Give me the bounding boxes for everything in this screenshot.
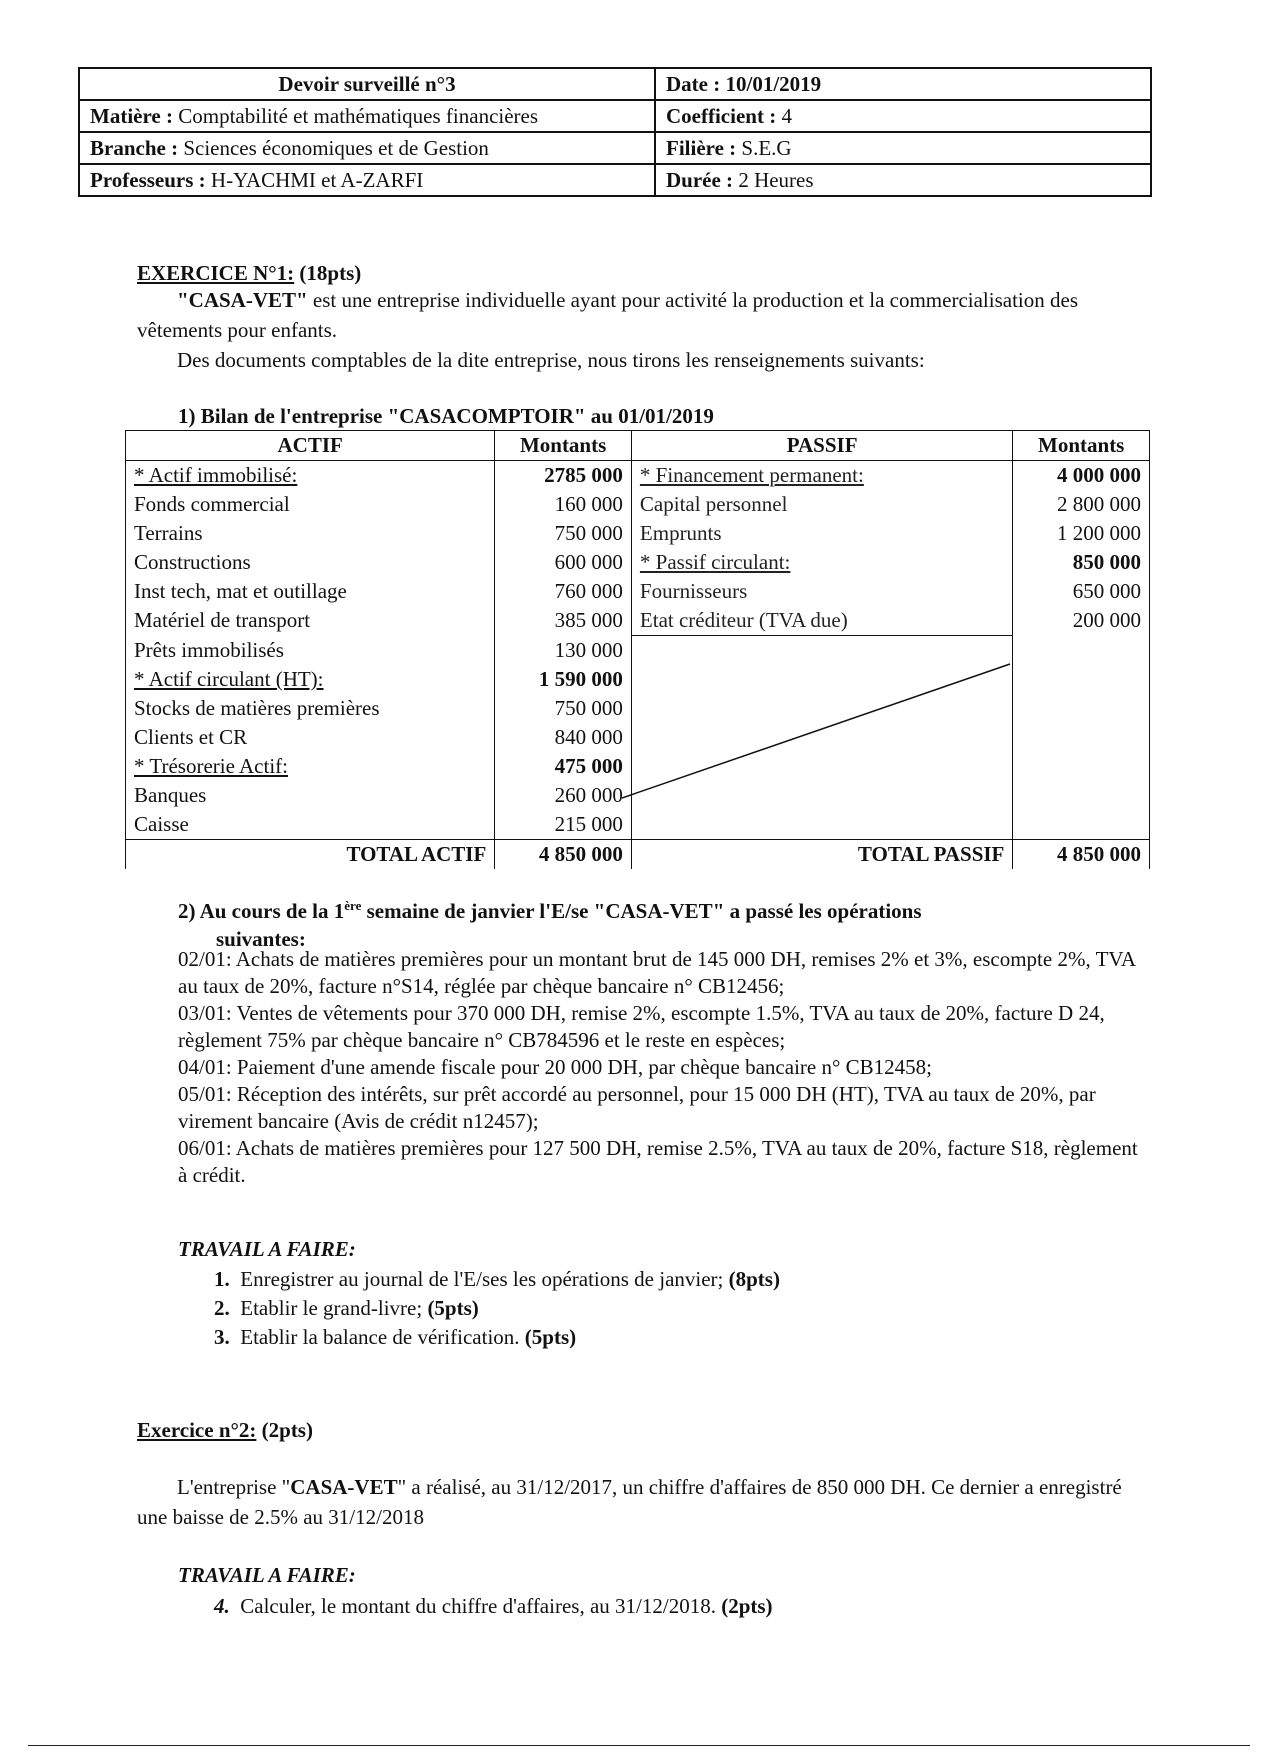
passif-value: 650 000	[1013, 577, 1150, 606]
operations-list	[178, 946, 1138, 1189]
actif-value: 215 000	[495, 810, 632, 840]
passif-label	[631, 810, 1012, 840]
actif-value: 750 000	[495, 519, 632, 548]
actif-label: Prêts immobilisés	[126, 636, 495, 666]
actif-label: * Actif immobilisé:	[126, 461, 495, 491]
footer-rule	[28, 1745, 1250, 1746]
passif-value	[1013, 781, 1150, 810]
passif-value	[1013, 723, 1150, 752]
travail-1-tasks	[214, 1265, 780, 1352]
task-points: (8pts)	[728, 1267, 780, 1291]
total-actif-label: TOTAL ACTIF	[126, 840, 495, 870]
actif-label: Caisse	[126, 810, 495, 840]
bilan-header-row	[126, 431, 1150, 461]
operation-item: 04/01: Paiement d'une amende fiscale pour 20 000 DH, par chèque bancaire n° CB12458;	[178, 1055, 932, 1079]
task-number: 1.	[214, 1267, 230, 1291]
actif-value: 760 000	[495, 577, 632, 606]
task-text: Etablir le grand-livre;	[240, 1296, 428, 1320]
actif-value: 2785 000	[495, 461, 632, 491]
task-number: 2.	[214, 1296, 230, 1320]
total-passif-label: TOTAL PASSIF	[631, 840, 1012, 870]
passif-value: 2 800 000	[1013, 490, 1150, 519]
track: Filière : S.E.G	[655, 132, 1151, 164]
actif-label: * Actif circulant (HT):	[126, 665, 495, 694]
actif-label: Stocks de matières premières	[126, 694, 495, 723]
actif-value: 750 000	[495, 694, 632, 723]
task-item	[214, 1323, 780, 1352]
actif-value: 840 000	[495, 723, 632, 752]
exercise-2-text: L'entreprise "CASA-VET" a réalisé, au 31/12/2017, un chiffre d'affaires de 850 000 DH. Ce dernier a enregistré une baisse de 2.5% au 31/12/2018	[137, 1475, 1122, 1529]
bilan-title: 1) Bilan de l'entreprise "CASACOMPTOIR" au 01/01/2019	[178, 404, 714, 428]
passif-value	[1013, 752, 1150, 781]
actif-value: 260 000	[495, 781, 632, 810]
passif-value	[1013, 694, 1150, 723]
operations-title: 2) Au cours de la 1ère semaine de janvier l'E/se "CASA-VET" a passé les opérations suivantes:	[178, 898, 922, 951]
actif-value: 160 000	[495, 490, 632, 519]
passif-value	[1013, 810, 1150, 840]
operation-item: 02/01: Achats de matières premières pour un montant brut de 145 000 DH, remises 2% et 3%, escompte 2%, TVA au taux de 20%, facture n°S14, réglée par chèque bancaire n° CB12456;	[178, 947, 1135, 998]
passif-value	[1013, 636, 1150, 666]
empty-passif-diagonal	[622, 662, 1012, 802]
passif-label: * Financement permanent:	[631, 461, 1012, 491]
bilan-row	[126, 490, 1150, 519]
bilan-total-row	[126, 840, 1150, 870]
passif-value: 200 000	[1013, 606, 1150, 636]
actif-label: Constructions	[126, 548, 495, 577]
branch: Branche : Sciences économiques et de Gestion	[79, 132, 655, 164]
operation-item: 03/01: Ventes de vêtements pour 370 000 DH, remise 2%, escompte 1.5%, TVA au taux de 20%, facture D 24, règlement 75% par chèque bancaire n° CB784596 et le reste en espèces;	[178, 1001, 1105, 1052]
exam-date: Date : 10/01/2019	[655, 68, 1151, 100]
passif-label	[631, 636, 1012, 666]
total-passif-value: 4 850 000	[1013, 840, 1150, 870]
actif-label: Fonds commercial	[126, 490, 495, 519]
passif-label: Fournisseurs	[631, 577, 1012, 606]
task-text: Enregistrer au journal de l'E/ses les opérations de janvier;	[240, 1267, 729, 1291]
passif-value: 850 000	[1013, 548, 1150, 577]
total-actif-value: 4 850 000	[495, 840, 632, 870]
task-item	[214, 1294, 780, 1323]
actif-value: 130 000	[495, 636, 632, 666]
passif-label: Capital personnel	[631, 490, 1012, 519]
actif-value: 1 590 000	[495, 665, 632, 694]
passif-label: * Passif circulant:	[631, 548, 1012, 577]
exercise-2-heading: Exercice n°2: (2pts)	[137, 1418, 313, 1442]
col-montants-passif: Montants	[1013, 431, 1150, 461]
actif-value: 600 000	[495, 548, 632, 577]
header-table	[78, 67, 1152, 197]
balance-sheet-table	[125, 430, 1150, 869]
actif-label: Terrains	[126, 519, 495, 548]
task-item	[214, 1265, 780, 1294]
exercise-1-heading: EXERCICE N°1: (18pts)	[137, 261, 362, 285]
passif-label: Etat créditeur (TVA due)	[631, 606, 1012, 636]
passif-label: Emprunts	[631, 519, 1012, 548]
task-text: Etablir la balance de vérification.	[240, 1325, 525, 1349]
teachers: Professeurs : H-YACHMI et A-ZARFI	[79, 164, 655, 196]
operation-item: 06/01: Achats de matières premières pour 127 500 DH, remise 2.5%, TVA au taux de 20%, facture S18, règlement à crédit.	[178, 1136, 1138, 1187]
col-passif: PASSIF	[631, 431, 1012, 461]
exercise-1-intro-2: Des documents comptables de la dite entreprise, nous tirons les renseignements suivants:	[177, 348, 925, 372]
actif-label: * Trésorerie Actif:	[126, 752, 495, 781]
exam-title: Devoir surveillé n°3	[79, 68, 655, 100]
actif-value: 475 000	[495, 752, 632, 781]
passif-value	[1013, 665, 1150, 694]
actif-label: Banques	[126, 781, 495, 810]
task-points: (5pts)	[427, 1296, 479, 1320]
actif-value: 385 000	[495, 606, 632, 636]
actif-label: Clients et CR	[126, 723, 495, 752]
bilan-row	[126, 519, 1150, 548]
bilan-row	[126, 636, 1150, 666]
passif-value: 1 200 000	[1013, 519, 1150, 548]
col-actif: ACTIF	[126, 431, 495, 461]
bilan-row	[126, 548, 1150, 577]
bilan-row	[126, 577, 1150, 606]
actif-label: Inst tech, mat et outillage	[126, 577, 495, 606]
actif-label: Matériel de transport	[126, 606, 495, 636]
duration: Durée : 2 Heures	[655, 164, 1151, 196]
passif-value: 4 000 000	[1013, 461, 1150, 491]
operation-item: 05/01: Réception des intérêts, sur prêt accordé au personnel, pour 15 000 DH (HT), TVA au taux de 20%, par virement bancaire (Avis de crédit n12457);	[178, 1082, 1096, 1133]
coefficient: Coefficient : 4	[655, 100, 1151, 132]
exercise-1-intro: "CASA-VET" est une entreprise individuelle ayant pour activité la production et la commercialisation des vêtements pour enfants.	[137, 288, 1078, 342]
task-points: (5pts)	[524, 1325, 577, 1349]
travail-1-title: TRAVAIL A FAIRE:	[178, 1237, 356, 1261]
bilan-row	[126, 606, 1150, 636]
col-montants-actif: Montants	[495, 431, 632, 461]
travail-2-task: 4. Calculer, le montant du chiffre d'affaires, au 31/12/2018. (2pts)	[214, 1594, 773, 1618]
bilan-row	[126, 810, 1150, 840]
bilan-row	[126, 461, 1150, 491]
travail-2-title: TRAVAIL A FAIRE:	[178, 1563, 356, 1587]
subject: Matière : Comptabilité et mathématiques financières	[79, 100, 655, 132]
task-number: 3.	[214, 1325, 230, 1349]
